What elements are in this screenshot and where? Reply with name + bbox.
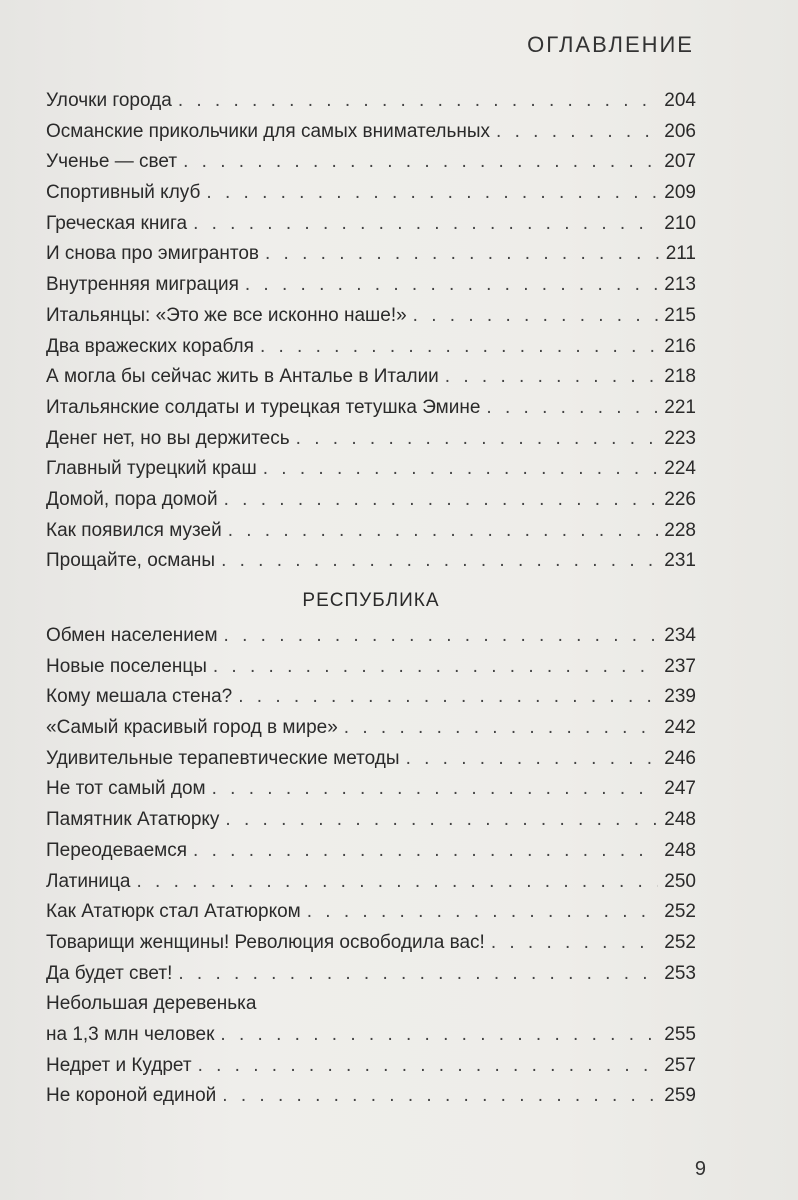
toc-entry-title: Недрет и Кудрет: [46, 1054, 192, 1076]
toc-entry-page: 210: [664, 212, 696, 234]
leader-dots: [238, 682, 658, 713]
toc-entry: [46, 805, 696, 836]
toc-entry-title: Удивительные терапевтические методы: [46, 747, 400, 769]
toc-entry: [46, 332, 696, 363]
toc-entry-page: 253: [664, 962, 696, 984]
toc-entry: [46, 147, 696, 178]
leader-dots: [344, 713, 659, 744]
toc-entry-title: Не тот самый дом: [46, 778, 206, 800]
toc-entry-page: 248: [664, 809, 696, 831]
toc-entry: [46, 713, 696, 744]
leader-dots: [296, 424, 659, 455]
toc-entry: [46, 621, 696, 652]
leader-dots: [245, 270, 658, 301]
toc-entry-title: Домой, пора домой: [46, 488, 218, 510]
leader-dots: [212, 774, 659, 805]
toc-entry: [46, 485, 696, 516]
toc-entry-page: 234: [664, 625, 696, 646]
toc-entry: [46, 270, 696, 301]
toc-entry: [46, 1051, 696, 1082]
toc-entry-page: 204: [664, 90, 696, 111]
leader-dots: [198, 1051, 659, 1082]
toc-entry: [46, 86, 696, 117]
toc-entry-title: Не короной единой: [46, 1085, 217, 1107]
toc-entry: [46, 744, 696, 775]
toc-entry: [46, 1081, 696, 1112]
toc-entry-page: 206: [664, 120, 696, 142]
toc-entry: [46, 682, 696, 713]
toc-entry-page: 255: [664, 1023, 696, 1045]
leader-dots: [486, 393, 658, 424]
toc-entry: [46, 774, 696, 805]
leader-dots: [413, 301, 659, 332]
leader-dots: [307, 897, 659, 928]
toc-entry-title: Как Ататюрк стал Ататюрком: [46, 901, 301, 923]
toc-entry-title: Прощайте, османы: [46, 550, 216, 572]
toc-entry: [46, 867, 696, 898]
toc-entry-title: Спортивный клуб: [46, 182, 201, 204]
leader-dots: [406, 744, 659, 775]
toc-group-1: [46, 86, 696, 577]
toc-entry-title: Денег нет, но вы держитесь: [46, 427, 290, 449]
leader-dots: [213, 652, 658, 683]
toc-entry-page: 213: [664, 274, 696, 296]
toc-entry: [46, 1020, 696, 1051]
toc-entry-page: 218: [664, 366, 696, 388]
toc-entry-title: «Самый красивый город в мире»: [46, 717, 338, 739]
leader-dots: [265, 239, 660, 270]
leader-dots: [178, 959, 658, 990]
toc-entry-title: на 1,3 млн человек: [46, 1023, 215, 1045]
toc-entry-page: 248: [664, 839, 696, 861]
toc-entry-page: 215: [664, 304, 696, 326]
leader-dots: [260, 332, 658, 363]
toc-entry-page: 242: [664, 717, 696, 739]
toc-entry-title: А могла бы сейчас жить в Анталье в Италии: [46, 366, 439, 388]
toc-entry-title: Османские прикольчики для самых внимательных: [46, 120, 491, 142]
toc-entry-page: 257: [664, 1054, 696, 1076]
toc-entry-page: 252: [664, 901, 696, 923]
page-header: ОГЛАВЛЕНИЕ: [527, 32, 694, 57]
toc-entry: [46, 959, 696, 990]
toc-entry: [46, 454, 696, 485]
toc-entry-page: 209: [664, 182, 696, 204]
toc-entry-page: 207: [664, 151, 696, 173]
toc-entry-page: 216: [664, 335, 696, 357]
toc-entry-page: 252: [664, 931, 696, 953]
toc-entry-title: Внутренняя миграция: [46, 274, 239, 296]
leader-dots: [193, 209, 658, 240]
leader-dots: [206, 178, 658, 209]
toc-entry-title: Переодеваемся: [46, 839, 188, 861]
toc-entry: [46, 836, 696, 867]
toc-entry-title: Кому мешала стена?: [46, 686, 233, 708]
toc-group-2: [46, 621, 696, 989]
leader-dots: [222, 1081, 658, 1112]
toc-entry: [46, 424, 696, 455]
toc-entry-page: 211: [665, 243, 696, 265]
leader-dots: [137, 867, 659, 898]
leader-dots: [193, 836, 658, 867]
toc-entry: [46, 393, 696, 424]
toc-entry-page: 226: [664, 488, 696, 510]
toc-entry-title: Новые поселенцы: [46, 655, 207, 677]
table-of-contents: [46, 86, 696, 1112]
toc-entry: [46, 546, 696, 577]
toc-entry-title: И снова про эмигрантов: [46, 243, 259, 265]
leader-dots: [496, 117, 658, 148]
toc-entry-page: 223: [664, 427, 696, 449]
toc-entry-title: Памятник Ататюрку: [46, 809, 220, 831]
leader-dots: [445, 362, 659, 393]
toc-entry-page: 247: [664, 778, 696, 800]
toc-entry-title: Обмен населением: [46, 625, 218, 646]
toc-entry: [46, 897, 696, 928]
toc-entry: [46, 362, 696, 393]
toc-entry-page: 239: [664, 686, 696, 708]
toc-entry-page: 224: [664, 458, 696, 480]
toc-entry-title: Ученье — свет: [46, 151, 178, 173]
leader-dots: [224, 485, 659, 516]
leader-dots: [263, 454, 659, 485]
toc-entry: [46, 239, 696, 270]
toc-entry-title: Два вражеских корабля: [46, 335, 254, 357]
toc-entry-title: Да будет свет!: [46, 962, 173, 984]
toc-entry: [46, 652, 696, 683]
toc-entry-page: 259: [664, 1085, 696, 1107]
leader-dots: [178, 86, 658, 117]
toc-entry-title: Греческая книга: [46, 212, 188, 234]
toc-entry-title: Главный турецкий краш: [46, 458, 257, 480]
toc-entry-title: Итальянские солдаты и турецкая тетушка Эмине: [46, 396, 481, 418]
toc-entry-page: 221: [664, 396, 696, 418]
leader-dots: [183, 147, 658, 178]
toc-group-3: [46, 1051, 696, 1112]
toc-entry-title: Улочки города: [46, 90, 172, 111]
toc-entry: [46, 209, 696, 240]
toc-entry-title: Товарищи женщины! Революция освободила вас!: [46, 931, 485, 953]
section-heading: РЕСПУБЛИКА: [302, 590, 440, 611]
toc-entry-page: 237: [664, 655, 696, 677]
toc-entry-page: 246: [664, 747, 696, 769]
toc-entry-page: 228: [664, 519, 696, 541]
toc-entry-line1: Небольшая деревенька: [46, 993, 257, 1015]
toc-entry-title: Итальянцы: «Это же все исконно наше!»: [46, 304, 407, 326]
toc-entry: [46, 928, 696, 959]
leader-dots: [491, 928, 658, 959]
toc-entry-page: 250: [664, 870, 696, 892]
leader-dots: [220, 1020, 658, 1051]
toc-entry-title: Как появился музей: [46, 519, 222, 541]
leader-dots: [225, 805, 658, 836]
leader-dots: [228, 516, 659, 547]
toc-entry: [46, 178, 696, 209]
toc-entry-page: 231: [664, 550, 696, 572]
toc-entry-title: Латиница: [46, 870, 131, 892]
toc-entry: [46, 516, 696, 547]
leader-dots: [224, 621, 659, 652]
page-number: 9: [694, 1158, 706, 1180]
toc-entry: [46, 301, 696, 332]
toc-entry: [46, 117, 696, 148]
leader-dots: [221, 546, 658, 577]
